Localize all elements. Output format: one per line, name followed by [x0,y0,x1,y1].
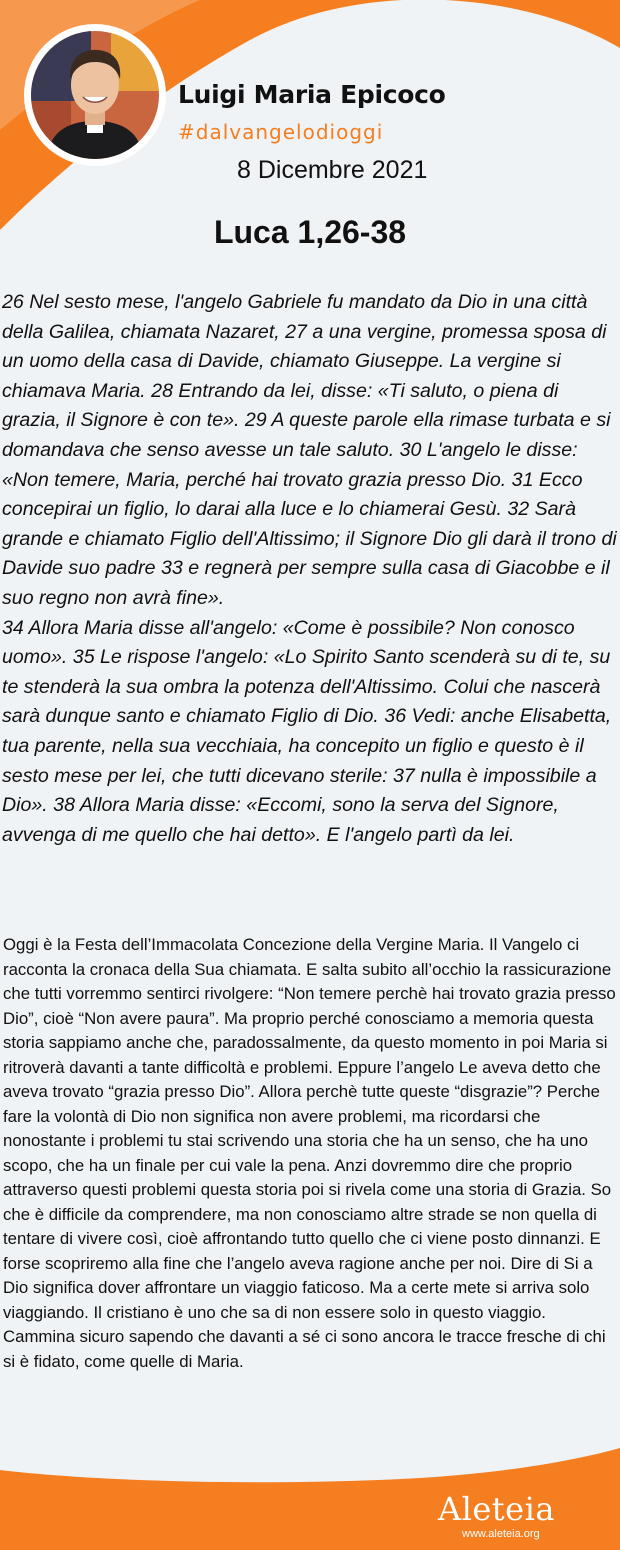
gospel-paragraph: 34 Allora Maria disse all'angelo: «Come è possibile? Non conosco uomo». 35 Le rispose l'angelo: «Lo Spirito Santo scenderà su di te, su te stenderà la sua ombra la potenza dell'Altissimo. Colui che nascerà sarà dunque santo e chiamato Figlio di Dio. 36 Vedi: anche Elisabetta, tua parente, nella sua vecchiaia, ha concepito un figlio e questo è il sesto mese per lei, che tutti dicevano sterile: 37 nulla è impossibile a Dio». 38 Allora Maria disse: «Eccomi, sono la serva del Signore, avvenga di me quello che hai detto». E l'angelo partì da lei. [2,616,612,846]
author-name: Luigi Maria Epicoco [178,80,446,109]
post-date: 8 Dicembre 2021 [237,156,428,184]
aleteia-url: www.aleteia.org [462,1528,540,1540]
author-avatar [24,24,166,166]
aleteia-logo: Aleteia [438,1490,555,1528]
gospel-text [2,288,618,850]
commentary-text: Oggi è la Festa dell’Immacolata Concezione della Vergine Maria. Il Vangelo ci racconta la cronaca della Sua chiamata. E salta subito all’occhio la rassicurazione che tutti vorremmo sentirci rivolgere: “Non temere perchè hai trovato grazia presso Dio”, cioè “Non avere paura”. Ma proprio perché conosciamo a memoria questa storia sappiamo anche che, paradossalmente, da questo momento in poi Maria si ritroverà davanti a tante difficoltà e problemi. Eppure l’angelo Le aveva detto che aveva trovato “grazia presso Dio”. Allora perchè tutte queste “disgrazie”? Perche fare la volontà di Dio non significa non avere problemi, ma ricordarsi che nonostante i problemi tu stai scrivendo una storia che ha un senso, che ha uno scopo, che ha un finale per cui vale la pena. Anzi dovremmo dire che proprio attraverso questi problemi questa storia poi si rivela come una storia di Grazia. So che è difficile da comprendere, ma non conosciamo altre strade se non quella di tentare di vivere così, cioè affrontando tutto quello che ci viene posto dinnanzi. E forse scopriremo alla fine che l’angelo aveva ragione anche per noi. Dire di Si a Dio significa dover affrontare un viaggio faticoso. Ma a certe mete si arriva solo viaggiando. Il cristiano è uno che sa di non essere solo in questo viaggio. Cammina sicuro sapendo che davanti a sé ci sono ancora le tracce fresche di chi si è fidato, come quelle di Maria. [3,935,616,1371]
gospel-reference: Luca 1,26-38 [213,214,407,250]
gospel-paragraph: 26 Nel sesto mese, l'angelo Gabriele fu mandato da Dio in una città della Galilea, chiamata Nazaret, 27 a una vergine, promessa sposa di un uomo della casa di Davide, chiamato Giuseppe. La vergine si chiamava Maria. 28 Entrando da lei, disse: «Ti saluto, o piena di grazia, il Signore è con te». 29 A queste parole ella rimase turbata e si domandava che senso avesse un tale saluto. 30 L'angelo le disse: «Non temere, Maria, perché hai trovato grazia presso Dio. 31 Ecco concepirai un figlio, lo darai alla luce e lo chiamerai Gesù. 32 Sarà grande e chiamato Figlio dell'Altissimo; il Signore Dio gli darà il trono di Davide suo padre 33 e regnerà per sempre sulla casa di Giacobbe e il suo regno non avrà fine». [2,291,617,609]
hashtag: #dalvangelodioggi [178,120,384,144]
author-photo [31,31,159,159]
